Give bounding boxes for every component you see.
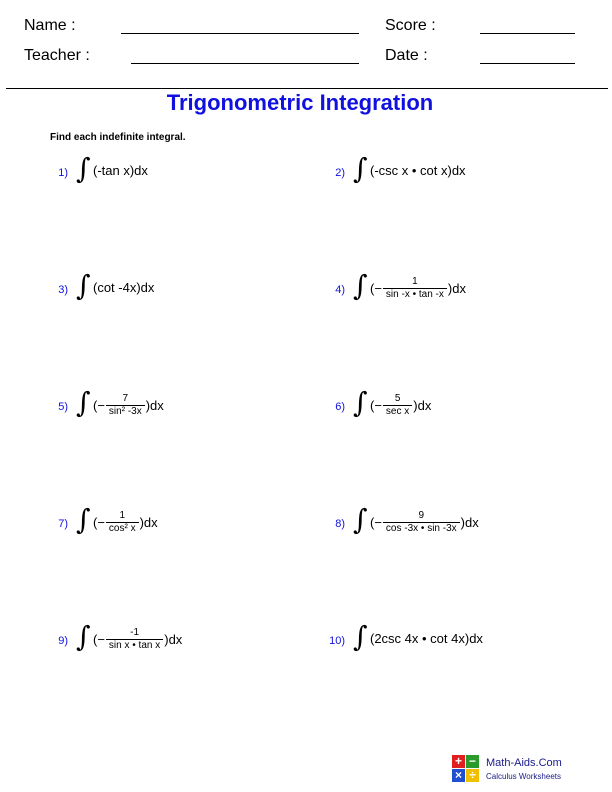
problem-expression: (-csc x • cot x)dx (370, 163, 466, 178)
fraction (106, 510, 139, 535)
integral-sign: ∫ (353, 269, 368, 302)
problem-number: 8) (335, 518, 345, 530)
fraction-denominator: sec x (385, 406, 410, 417)
problem-10 (325, 620, 585, 695)
problem-expression (370, 510, 479, 535)
teacher-field[interactable] (131, 63, 359, 64)
fraction (383, 276, 447, 301)
times-icon: × (452, 769, 465, 782)
teacher-label: Teacher : (24, 47, 90, 64)
problem-6 (325, 386, 585, 461)
fraction-denominator: cos -3x • sin -3x (385, 523, 457, 534)
problem-number: 2) (335, 167, 345, 179)
problem-8 (325, 503, 585, 578)
integral-sign: ∫ (76, 269, 91, 302)
integral-sign: ∫ (76, 620, 91, 653)
problem-number: 9) (58, 635, 68, 647)
problem-7 (48, 503, 308, 578)
fraction (383, 393, 412, 418)
problem-4 (325, 269, 585, 344)
page-title: Trigonometric Integration (166, 90, 434, 115)
fraction (106, 627, 163, 652)
fraction-numerator: 5 (394, 393, 401, 404)
problem-1 (48, 152, 308, 227)
problem-expression: (cot -4x)dx (93, 280, 155, 295)
expression-close: )dx (145, 398, 164, 413)
problem-5 (48, 386, 308, 461)
problem-number: 7) (58, 518, 68, 530)
date-field[interactable] (480, 63, 575, 64)
problem-expression (93, 627, 182, 652)
problem-expression (93, 510, 158, 535)
expression-close: )dx (164, 632, 183, 647)
integral-sign: ∫ (353, 620, 368, 653)
score-label: Score : (385, 17, 436, 34)
fraction-denominator: sin² -3x (108, 406, 142, 417)
fraction-denominator: sin -x • tan -x (385, 289, 444, 300)
plus-icon: + (452, 755, 465, 768)
date-label: Date : (385, 47, 428, 64)
name-label: Name : (24, 17, 76, 34)
problem-3 (48, 269, 308, 344)
problem-expression (93, 393, 164, 418)
brand-subtitle: Calculus Worksheets (486, 772, 561, 781)
problem-expression: (2csc 4x • cot 4x)dx (370, 631, 483, 646)
math-aids-logo (452, 755, 480, 783)
integral-sign: ∫ (353, 386, 368, 419)
expression-open: (− (93, 515, 105, 530)
fraction-numerator: -1 (130, 627, 140, 638)
expression-open: (− (370, 281, 382, 296)
fraction (106, 393, 145, 418)
fraction (383, 510, 460, 535)
problem-2 (325, 152, 585, 227)
instructions: Find each indefinite integral. (50, 132, 186, 143)
expression-close: )dx (139, 515, 158, 530)
brand-name[interactable]: Math-Aids.Com (486, 757, 562, 769)
expression-close: )dx (447, 281, 466, 296)
integral-sign: ∫ (353, 152, 368, 185)
integral-sign: ∫ (353, 503, 368, 536)
problem-expression: (-tan x)dx (93, 163, 148, 178)
integral-sign: ∫ (76, 386, 91, 419)
problem-expression (370, 276, 466, 301)
problem-number: 5) (58, 401, 68, 413)
fraction-denominator: sin x • tan x (108, 640, 161, 651)
fraction-denominator: cos² x (108, 523, 136, 534)
expression-open: (− (93, 632, 105, 647)
score-field[interactable] (480, 33, 575, 34)
expression-open: (− (93, 398, 105, 413)
expression-close: )dx (460, 515, 479, 530)
fraction-numerator: 9 (418, 510, 425, 521)
problem-number: 10) (329, 635, 345, 647)
fraction-numerator: 1 (412, 276, 418, 287)
name-field[interactable] (121, 33, 359, 34)
expression-open: (− (370, 398, 382, 413)
problem-9 (48, 620, 308, 695)
problem-number: 1) (58, 167, 68, 179)
expression-close: )dx (413, 398, 432, 413)
header-divider (6, 88, 608, 89)
integral-sign: ∫ (76, 152, 91, 185)
fraction-numerator: 7 (122, 393, 129, 404)
expression-open: (− (370, 515, 382, 530)
fraction-numerator: 1 (119, 510, 126, 521)
divide-icon: ÷ (466, 769, 479, 782)
integral-sign: ∫ (76, 503, 91, 536)
minus-icon: − (466, 755, 479, 768)
problem-number: 6) (335, 401, 345, 413)
problem-expression (370, 393, 431, 418)
problem-number: 4) (335, 284, 345, 296)
problem-number: 3) (58, 284, 68, 296)
